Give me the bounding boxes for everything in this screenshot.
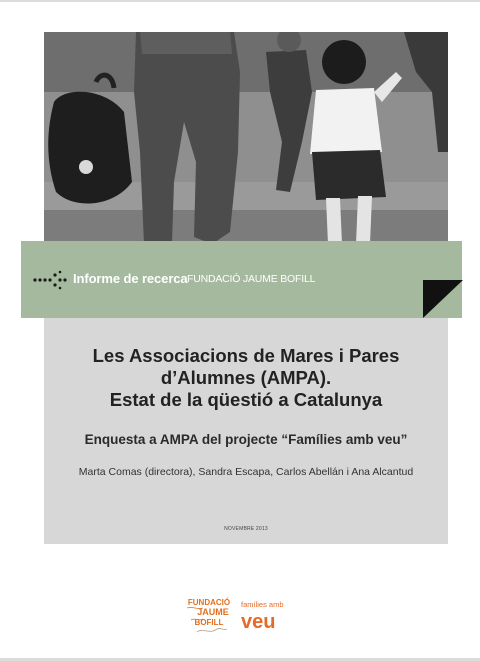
- dots-logo-icon: [32, 270, 70, 290]
- fjb-logo-line3: BOFILL: [194, 618, 224, 627]
- fundacio-jaume-bofill-logo: [183, 596, 235, 638]
- families-amb-veu-logo: [239, 598, 297, 632]
- report-date: NOVEMBRE 2013: [224, 526, 268, 532]
- top-border: [0, 0, 480, 2]
- report-authors: Marta Comas (directora), Sandra Escapa, Carlos Abellán i Ana Alcantud: [78, 466, 414, 478]
- cover-photo-illustration: [44, 32, 448, 244]
- families-logo-big: veu: [241, 611, 276, 632]
- cover-photo: [44, 32, 448, 244]
- report-title-line: Estat de la qüestió a Catalunya: [109, 389, 383, 410]
- title-panel: [44, 296, 448, 544]
- report-title-line: Les Associacions de Mares i Pares: [92, 345, 400, 366]
- report-subtitle: Enquesta a AMPA del projecte “Famílies amb veu”: [84, 432, 408, 447]
- fjb-logo-line1: FUNDACIÓ: [187, 598, 231, 607]
- publisher-name: FUNDACIÓ JAUME BOFILL: [187, 273, 316, 285]
- families-logo-small: famílies amb: [241, 600, 284, 609]
- series-label: Informe de recerca: [73, 271, 188, 286]
- page-fold-corner: [423, 280, 463, 318]
- report-title: [44, 345, 448, 411]
- report-title-line: d’Alumnes (AMPA).: [160, 367, 332, 388]
- fjb-logo-line2: JAUME: [197, 607, 229, 617]
